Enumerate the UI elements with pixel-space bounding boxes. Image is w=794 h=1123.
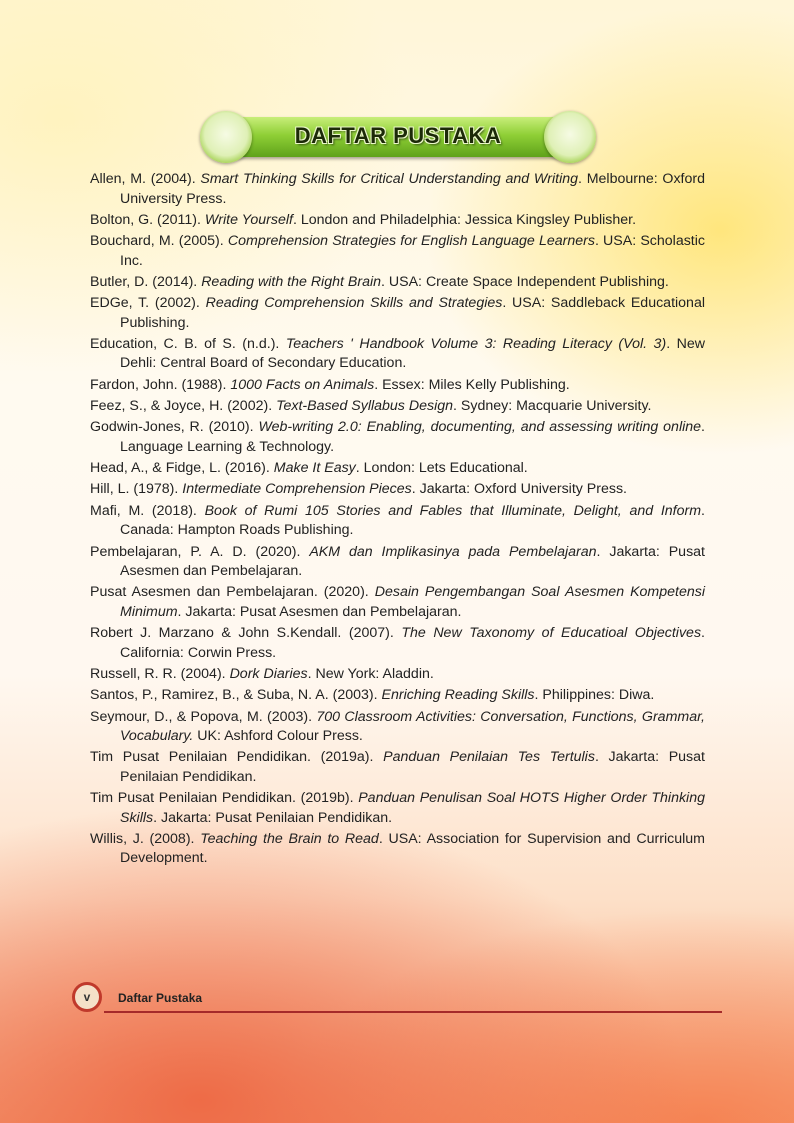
reference-entry	[90, 543, 705, 582]
reference-author-year: Fardon, John. (1988).	[90, 376, 231, 393]
reference-entry	[90, 583, 705, 622]
reference-title: The New Taxonomy of Educatioal Objectives	[401, 625, 702, 642]
page-number: v	[72, 982, 102, 1012]
reference-entry	[90, 211, 705, 231]
reference-author-year: Seymour, D., & Popova, M. (2003).	[90, 708, 317, 725]
reference-title: Book of Rumi 105 Stories and Fables that Illuminate, Delight, and Inform	[204, 502, 702, 519]
reference-entry	[90, 708, 705, 747]
reference-entry	[90, 232, 705, 271]
reference-entry	[90, 459, 705, 479]
reference-entry	[90, 418, 705, 457]
reference-entry	[90, 502, 705, 541]
footer-divider	[104, 1011, 722, 1013]
reference-publisher: . Melbourne: Oxford University Press.	[120, 171, 705, 207]
reference-title: Web-writing 2.0: Enabling, documenting, and assessing writing online	[258, 419, 702, 436]
reference-author-year: Bouchard, M. (2005).	[90, 233, 228, 250]
reference-author-year: Tim Pusat Penilaian Pendidikan. (2019a).	[90, 749, 384, 766]
reference-publisher: . Canada: Hampton Roads Publishing.	[120, 502, 705, 539]
reference-publisher: . USA: Create Space Independent Publishing.	[381, 273, 669, 290]
reference-author-year: Head, A., & Fidge, L. (2016).	[90, 460, 274, 477]
reference-author-year: Bolton, G. (2011).	[90, 211, 205, 228]
reference-entry	[90, 335, 705, 374]
reference-publisher: . Philippines: Diwa.	[534, 687, 655, 704]
reference-publisher: . Sydney: Macquarie University.	[453, 398, 652, 415]
reference-title: Panduan Penulisan Soal HOTS Higher Order Thinking Skills	[120, 790, 705, 826]
reference-author-year: Santos, P., Ramirez, B., & Suba, N. A. (2003).	[90, 687, 382, 704]
banner-left-cap	[200, 111, 252, 163]
reference-author-year: Tim Pusat Penilaian Pendidikan. (2019b).	[90, 790, 359, 807]
reference-entry	[90, 665, 705, 685]
reference-title: Enriching Reading Skills	[381, 687, 535, 704]
reference-entry	[90, 397, 705, 417]
reference-publisher: UK: Ashford Colour Press.	[193, 728, 363, 745]
reference-title: AKM dan Implikasinya pada Pembelajaran	[309, 543, 597, 560]
reference-entry	[90, 480, 705, 500]
reference-title: Write Yourself	[204, 211, 293, 228]
reference-publisher: . Jakarta: Pusat Asesmen dan Pembelajaran.	[177, 603, 462, 620]
reference-entry	[90, 294, 705, 333]
reference-title: Desain Pengembangan Soal Asesmen Kompetensi Minimum	[120, 584, 706, 620]
reference-title: Smart Thinking Skills for Critical Understanding and Writing	[200, 171, 579, 187]
reference-publisher: . USA: Association for Supervision and Curriculum Development.	[120, 830, 705, 867]
reference-publisher: . Jakarta: Pusat Penilaian Pendidikan.	[153, 809, 393, 826]
reference-title: Panduan Penilaian Tes Tertulis	[383, 749, 595, 766]
reference-title: 700 Classroom Activities: Conversation, Functions, Grammar, Vocabulary.	[120, 708, 705, 745]
reference-author-year: Education, C. B. of S. (n.d.).	[90, 335, 286, 352]
reference-author-year: Robert J. Marzano & John S.Kendall. (2007).	[90, 625, 402, 642]
reference-author-year: Willis, J. (2008).	[90, 830, 201, 847]
reference-publisher: . New Dehli: Central Board of Secondary Education.	[120, 335, 705, 372]
reference-author-year: Allen, M. (2004).	[90, 171, 201, 187]
reference-publisher: . New York: Aladdin.	[307, 665, 434, 682]
reference-publisher: . USA: Scholastic Inc.	[120, 233, 705, 269]
reference-entry	[90, 376, 705, 396]
reference-publisher: . Jakarta: Pusat Asesmen dan Pembelajaran.	[120, 543, 706, 580]
reference-entry	[90, 624, 705, 663]
reference-title: Teaching the Brain to Read	[200, 830, 379, 847]
reference-entry	[90, 170, 705, 209]
footer-label: Daftar Pustaka	[118, 991, 203, 1005]
reference-entry	[90, 830, 705, 869]
reference-title: Intermediate Comprehension Pieces	[182, 481, 412, 498]
reference-author-year: Pusat Asesmen dan Pembelajaran. (2020).	[90, 584, 375, 601]
reference-publisher: . London: Lets Educational.	[355, 460, 528, 477]
reference-author-year: Butler, D. (2014).	[90, 273, 202, 290]
reference-title: Make It Easy	[273, 460, 356, 477]
reference-author-year: Feez, S., & Joyce, H. (2002).	[90, 398, 277, 415]
reference-title: 1000 Facts on Animals	[230, 376, 375, 393]
reference-list	[90, 170, 705, 871]
reference-entry	[90, 686, 705, 706]
reference-author-year: EDGe, T. (2002).	[90, 295, 206, 312]
reference-entry	[90, 789, 705, 828]
reference-title: Comprehension Strategies for English Language Learners	[227, 233, 595, 250]
reference-publisher: . Essex: Miles Kelly Publishing.	[374, 376, 570, 393]
reference-author-year: Hill, L. (1978).	[90, 481, 183, 498]
reference-title: Dork Diaries	[229, 665, 308, 682]
title-banner	[200, 111, 596, 163]
reference-entry	[90, 273, 705, 293]
reference-title: Text-Based Syllabus Design	[276, 398, 454, 415]
page-title: DAFTAR PUSTAKA	[294, 123, 502, 148]
reference-author-year: Godwin-Jones, R. (2010).	[90, 419, 259, 436]
reference-publisher: . London and Philadelphia: Jessica Kingsley Publisher.	[292, 211, 637, 228]
reference-publisher: . Jakarta: Oxford University Press.	[411, 481, 628, 498]
reference-author-year: Russell, R. R. (2004).	[90, 665, 230, 682]
reference-entry	[90, 748, 705, 787]
reference-author-year: Mafi, M. (2018).	[90, 502, 205, 519]
reference-publisher: . USA: Saddleback Educational Publishing.	[120, 295, 705, 331]
reference-publisher: . Language Learning & Technology.	[120, 419, 705, 455]
reference-publisher: . California: Corwin Press.	[120, 625, 705, 661]
reference-publisher: . Jakarta: Pusat Penilaian Pendidikan.	[120, 749, 705, 785]
reference-title: Teachers ' Handbook Volume 3: Reading Literacy (Vol. 3)	[285, 335, 667, 352]
banner-right-cap	[544, 111, 596, 163]
reference-author-year: Pembelajaran, P. A. D. (2020).	[90, 543, 310, 560]
reference-title: Reading with the Right Brain	[201, 273, 381, 290]
reference-title: Reading Comprehension Skills and Strategies	[205, 295, 503, 312]
